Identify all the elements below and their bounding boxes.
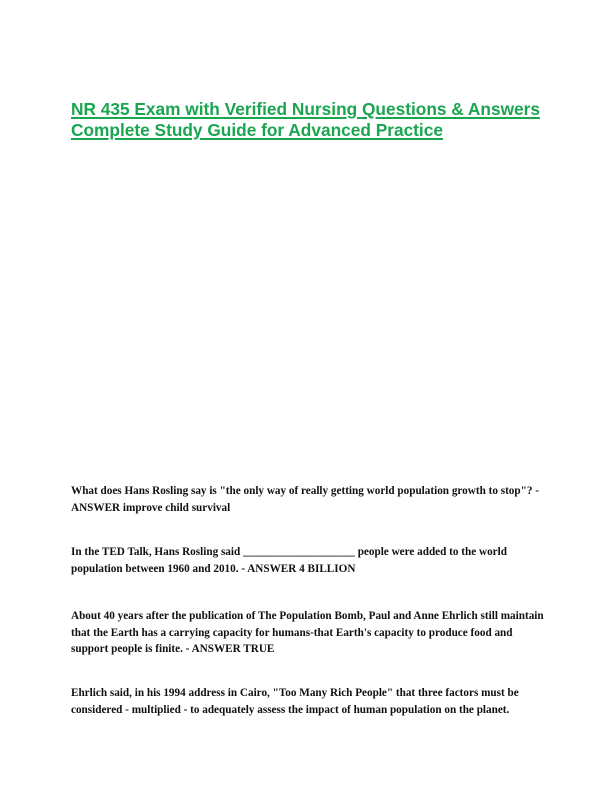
qa-line: ANSWER improve child survival — [71, 501, 231, 514]
qa-line: population between 1960 and 2010. - ANSWER 4 BILLION — [71, 562, 356, 575]
qa-line: support people is finite. - ANSWER TRUE — [71, 643, 275, 655]
title-line-1: NR 435 Exam with Verified Nursing Questions & Answers — [71, 99, 540, 119]
qa-line: What does Hans Rosling say is "the only way of really getting world population growth to stop"? - — [71, 485, 539, 497]
title-line-2: Complete Study Guide for Advanced Practice — [71, 119, 443, 140]
qa-line: In the TED Talk, Hans Rosling said ____________________ people were added to the world — [71, 546, 507, 558]
qa-item-1 — [71, 483, 551, 516]
qa-item-3 — [71, 608, 551, 658]
qa-line: that the Earth has a carrying capacity for humans-that Earth's capacity to produce food and — [71, 626, 513, 639]
document-title-link[interactable] — [71, 99, 551, 140]
qa-line: considered - multiplied - to adequately assess the impact of human population on the planet. — [71, 703, 510, 716]
qa-item-4 — [71, 685, 551, 718]
qa-line: Ehrlich said, in his 1994 address in Cairo, "Too Many Rich People" that three factors must be — [71, 687, 519, 699]
qa-item-2 — [71, 544, 551, 577]
qa-line: About 40 years after the publication of The Population Bomb, Paul and Anne Ehrlich still maintain — [71, 610, 544, 622]
